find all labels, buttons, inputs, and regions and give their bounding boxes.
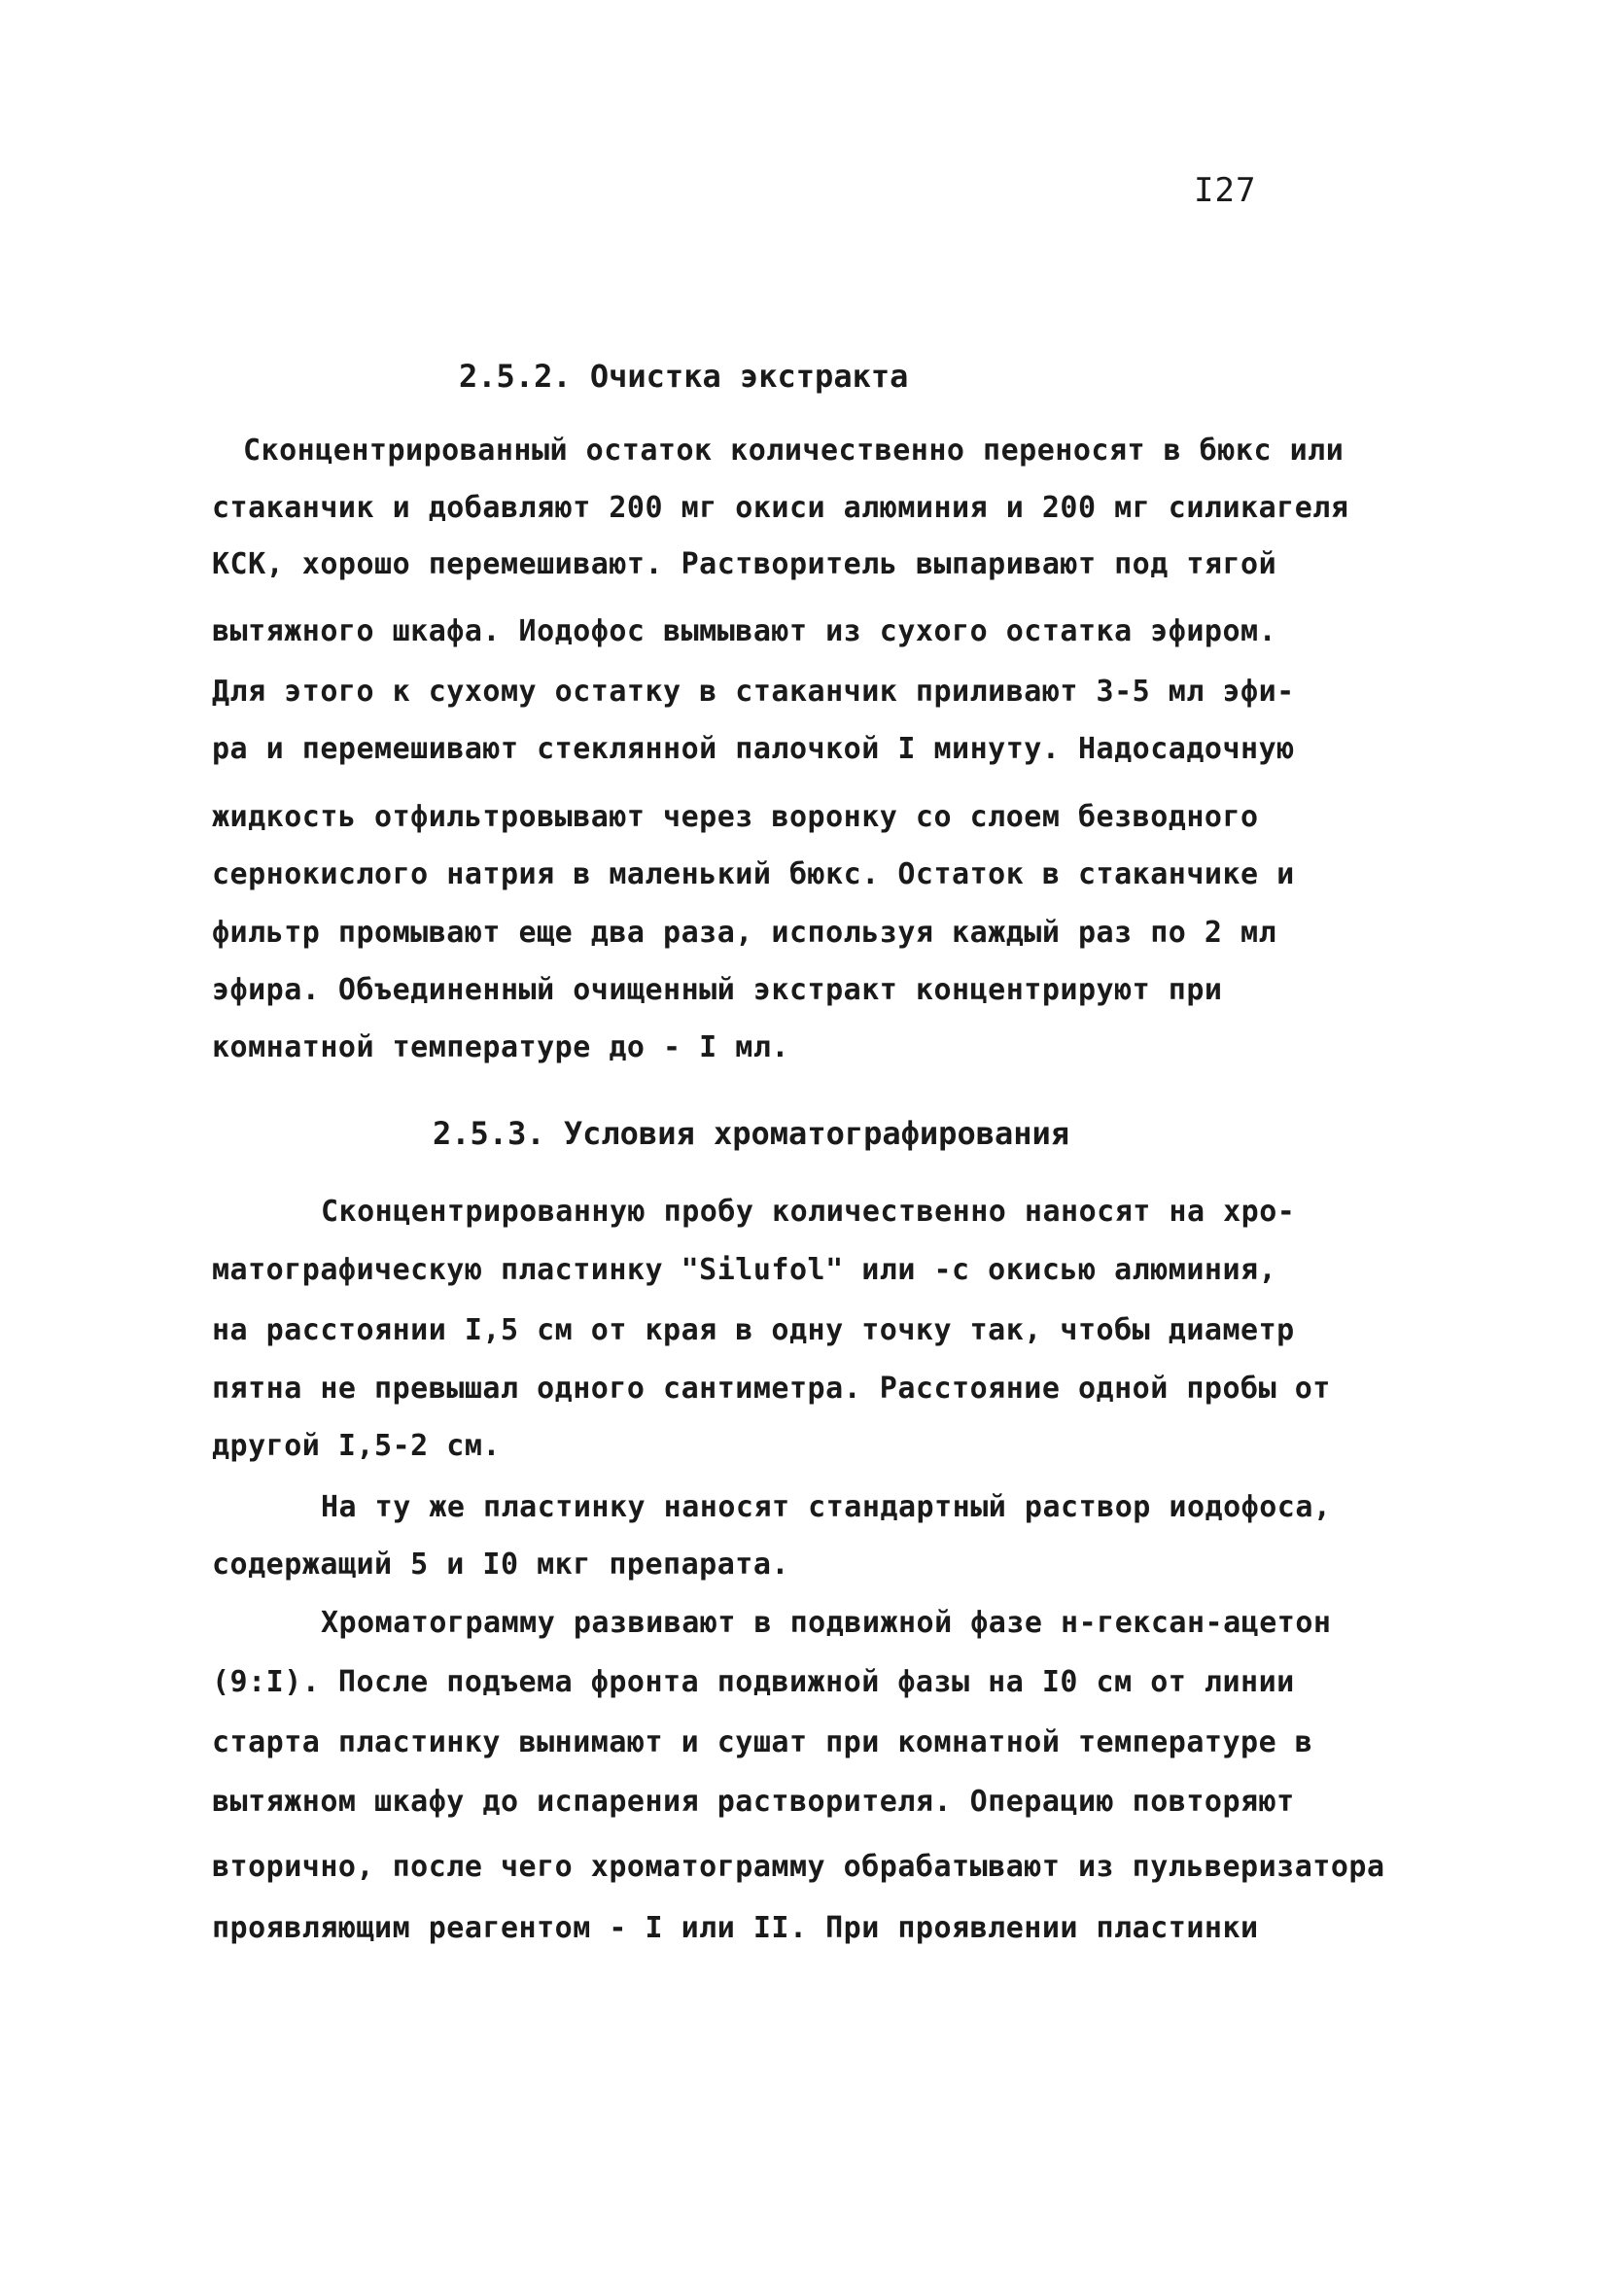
paragraph-line: эфира. Объединенный очищенный экстракт концентрируют при [212, 973, 1223, 1007]
page-number: I27 [1194, 171, 1257, 210]
paragraph-line: старта пластинку вынимают и сушат при комнатной температуре в [212, 1725, 1313, 1759]
paragraph-line: жидкость отфильтровывают через воронку со слоем безводного [212, 800, 1259, 834]
paragraph-line: КСК, хорошо перемешивают. Растворитель выпаривают под тягой [212, 547, 1277, 581]
paragraph-line: Сконцентрированную пробу количественно наносят на хро- [321, 1195, 1296, 1229]
paragraph-line: Для этого к сухому остатку в стаканчик приливают 3-5 мл эфи- [212, 675, 1295, 709]
paragraph-line: содержащий 5 и I0 мкг препарата. [212, 1548, 789, 1582]
section-heading-cleanup: 2.5.2. Очистка экстракта [459, 358, 909, 395]
paragraph-line: матографическую пластинку "Silufol" или -с окисью алюминия, [212, 1253, 1277, 1287]
paragraph-line: Хроматограмму развивают в подвижной фазе н-гексан-ацетон [321, 1606, 1332, 1640]
paragraph-line: стаканчик и добавляют 200 мг окиси алюминия и 200 мг силикагеля [212, 491, 1349, 525]
paragraph-line: На ту же пластинку наносят стандартный раствор иодофоса, [321, 1490, 1332, 1524]
paragraph-line: (9:I). После подъема фронта подвижной фазы на I0 см от линии [212, 1665, 1295, 1699]
paragraph-line: проявляющим реагентом - I или II. При проявлении пластинки [212, 1911, 1259, 1945]
paragraph-line: вторично, после чего хроматограмму обрабатывают из пульверизатора [212, 1850, 1385, 1884]
paragraph-line: Сконцентрированный остаток количественно переносят в бюкс или [243, 434, 1345, 468]
paragraph-line: вытяжного шкафа. Иодофос вымывают из сухого остатка эфиром. [212, 614, 1277, 648]
paragraph-line: сернокислого натрия в маленький бюкс. Остаток в стаканчике и [212, 857, 1295, 891]
paragraph-line: фильтр промывают еще два раза, используя каждый раз по 2 мл [212, 916, 1277, 950]
paragraph-line: вытяжном шкафу до испарения растворителя. Операцию повторяют [212, 1785, 1295, 1819]
paragraph-line: ра и перемешивают стеклянной палочкой I минуту. Надосадочную [212, 732, 1295, 766]
paragraph-line: комнатной температуре до - I мл. [212, 1030, 789, 1064]
paragraph-line: другой I,5-2 см. [212, 1429, 501, 1463]
paragraph-line: пятна не превышал одного сантиметра. Расстояние одной пробы от [212, 1372, 1331, 1406]
section-heading-chromatography: 2.5.3. Условия хроматографирования [433, 1115, 1070, 1152]
paragraph-line: на расстоянии I,5 см от края в одну точку так, чтобы диаметр [212, 1313, 1295, 1347]
